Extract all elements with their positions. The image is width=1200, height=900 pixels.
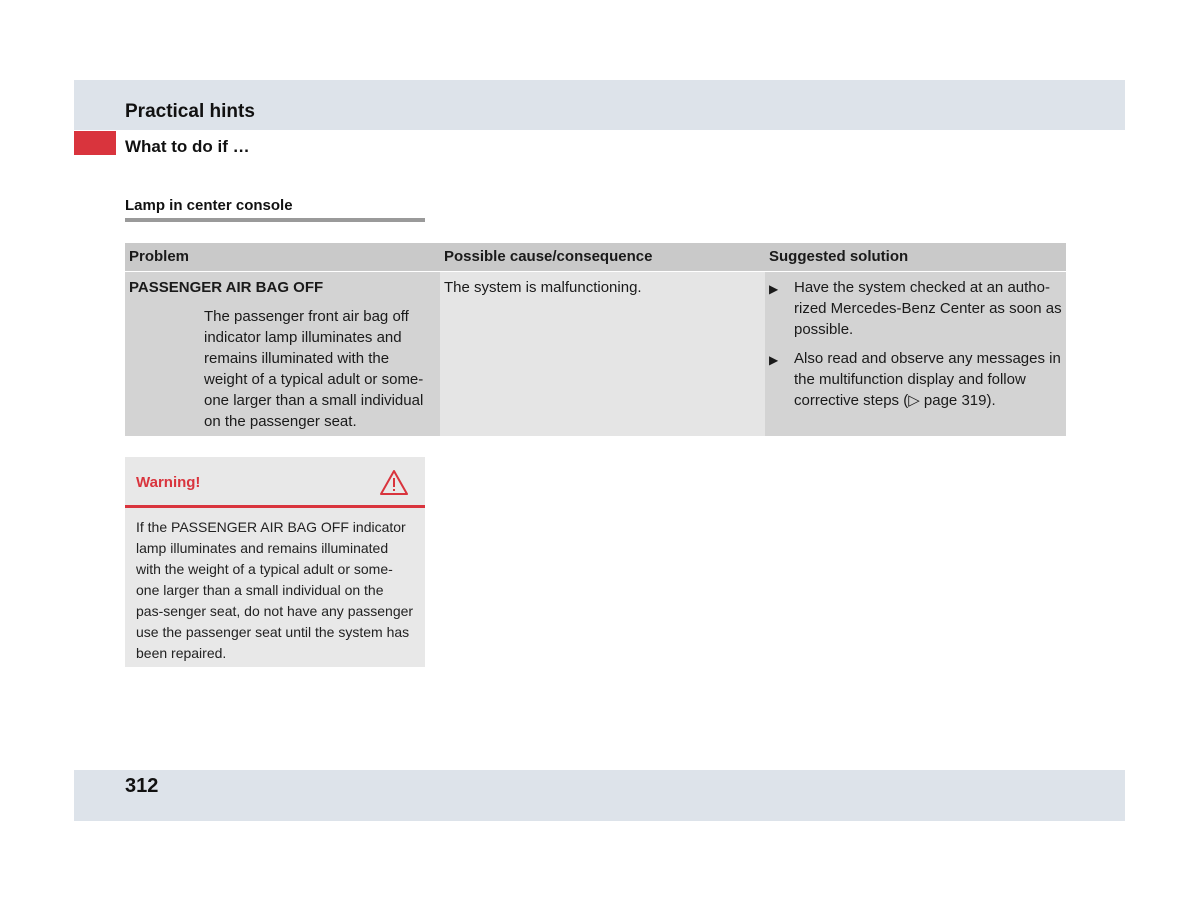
- column-header-solution: Suggested solution: [765, 243, 1066, 271]
- warning-triangle-icon: [379, 469, 409, 501]
- problem-description: The passenger front air bag off indicator lamp illuminates and remains illuminated with the weight of a typical adult or some-one larger than a small individual on the passenger seat.: [204, 308, 424, 430]
- column-header-problem: Problem: [125, 243, 440, 271]
- column-header-cause: Possible cause/consequence: [440, 243, 765, 271]
- problem-table: [125, 243, 1066, 436]
- warning-label: Warning!: [136, 474, 201, 491]
- warning-text: If the PASSENGER AIR BAG OFF indicator lamp illuminates and remains illuminated with the weight of a typical adult or some-one larger than a small individual on the pas-senger seat, do not have any passenger use the passenger seat until the system has been repaired.: [136, 519, 414, 661]
- section-marker: [74, 131, 116, 155]
- warning-header: [125, 457, 425, 508]
- solution-text: Have the system checked at an autho-rized Mercedes-Benz Center as soon as possible.: [794, 279, 1062, 338]
- solution-text: Also read and observe any messages in the multifunction display and follow corrective steps (▷ page 319).: [794, 350, 1061, 409]
- subsection-title: What to do if …: [125, 137, 250, 156]
- page-number: 312: [125, 775, 159, 797]
- cause-cell: [440, 272, 765, 436]
- table-header-row: [125, 243, 1066, 272]
- problem-cell: [125, 272, 440, 436]
- bullet-arrow-icon: ▶: [769, 282, 779, 296]
- section-title: Practical hints: [125, 101, 255, 122]
- topic-underline: [125, 218, 425, 222]
- solution-item: [769, 348, 1062, 411]
- warning-box: [125, 457, 425, 667]
- cause-text: The system is malfunctioning.: [444, 279, 642, 296]
- table-row: [125, 272, 1066, 436]
- footer-band: [74, 770, 1125, 821]
- problem-name: PASSENGER AIR BAG OFF: [129, 279, 324, 296]
- solution-cell: [765, 272, 1066, 436]
- bullet-arrow-icon: ▶: [769, 353, 779, 367]
- topic-title: Lamp in center console: [125, 197, 293, 214]
- solution-item: [769, 277, 1062, 340]
